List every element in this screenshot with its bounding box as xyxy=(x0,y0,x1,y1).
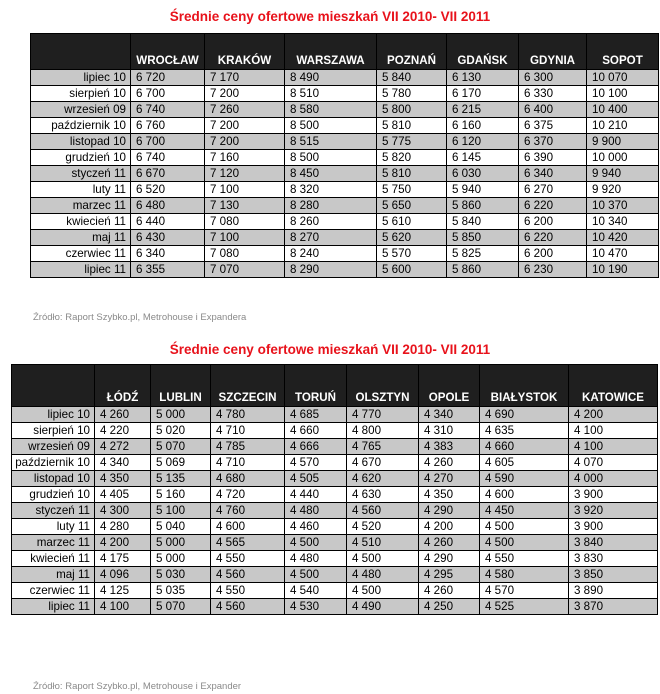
row-month-label: lipiec 11 xyxy=(12,599,95,615)
price-cell: 3 920 xyxy=(569,503,658,519)
price-cell: 5 860 xyxy=(447,198,519,214)
price-cell: 8 290 xyxy=(285,262,377,278)
column-header: LUBLIN xyxy=(151,365,211,407)
price-cell: 3 830 xyxy=(569,551,658,567)
price-cell: 4 290 xyxy=(419,503,480,519)
price-cell: 4 500 xyxy=(285,535,347,551)
table-row xyxy=(12,423,658,439)
price-cell: 5 610 xyxy=(377,214,447,230)
price-cell: 6 300 xyxy=(519,70,587,86)
table1-body xyxy=(31,70,659,278)
row-month-label: październik 10 xyxy=(31,118,131,134)
row-month-label: sierpień 10 xyxy=(12,423,95,439)
price-cell: 4 295 xyxy=(419,567,480,583)
price-cell: 4 100 xyxy=(569,423,658,439)
column-header: SZCZECIN xyxy=(211,365,285,407)
price-cell: 3 850 xyxy=(569,567,658,583)
price-cell: 6 370 xyxy=(519,134,587,150)
price-cell: 4 710 xyxy=(211,423,285,439)
price-cell: 5 940 xyxy=(447,182,519,198)
table-row xyxy=(31,262,659,278)
table-row xyxy=(12,519,658,535)
table-row xyxy=(31,182,659,198)
price-cell: 4 260 xyxy=(419,535,480,551)
price-cell: 4 500 xyxy=(347,551,419,567)
price-cell: 10 420 xyxy=(587,230,659,246)
price-cell: 4 570 xyxy=(480,583,569,599)
price-cell: 5 850 xyxy=(447,230,519,246)
price-cell: 4 510 xyxy=(347,535,419,551)
price-cell: 6 170 xyxy=(447,86,519,102)
table-row xyxy=(31,230,659,246)
price-cell: 6 215 xyxy=(447,102,519,118)
price-cell: 6 440 xyxy=(131,214,205,230)
price-cell: 10 100 xyxy=(587,86,659,102)
column-header: POZNAŃ xyxy=(377,34,447,70)
price-cell: 4 440 xyxy=(285,487,347,503)
price-cell: 5 620 xyxy=(377,230,447,246)
table-row xyxy=(12,583,658,599)
price-cell: 7 260 xyxy=(205,102,285,118)
table-row xyxy=(31,214,659,230)
price-cell: 9 900 xyxy=(587,134,659,150)
price-cell: 6 480 xyxy=(131,198,205,214)
price-cell: 6 220 xyxy=(519,198,587,214)
price-cell: 8 515 xyxy=(285,134,377,150)
price-cell: 4 560 xyxy=(347,503,419,519)
price-cell: 4 550 xyxy=(211,583,285,599)
table-row xyxy=(12,551,658,567)
price-cell: 5 780 xyxy=(377,86,447,102)
price-cell: 7 120 xyxy=(205,166,285,182)
column-header: OPOLE xyxy=(419,365,480,407)
price-cell: 4 800 xyxy=(347,423,419,439)
price-cell: 4 260 xyxy=(419,583,480,599)
table-row xyxy=(12,471,658,487)
price-cell: 5 775 xyxy=(377,134,447,150)
row-month-label: czerwiec 11 xyxy=(31,246,131,262)
price-cell: 6 430 xyxy=(131,230,205,246)
price-cell: 4 220 xyxy=(95,423,151,439)
price-cell: 4 670 xyxy=(347,455,419,471)
row-month-label: maj 11 xyxy=(31,230,131,246)
price-cell: 4 096 xyxy=(95,567,151,583)
price-cell: 5 600 xyxy=(377,262,447,278)
price-cell: 3 900 xyxy=(569,487,658,503)
price-table-2 xyxy=(11,364,658,615)
price-cell: 10 190 xyxy=(587,262,659,278)
table2-title: Średnie ceny ofertowe mieszkań VII 2010- VII 2011 xyxy=(169,342,491,357)
price-cell: 4 405 xyxy=(95,487,151,503)
price-cell: 5 160 xyxy=(151,487,211,503)
table-row xyxy=(12,503,658,519)
price-cell: 8 450 xyxy=(285,166,377,182)
price-cell: 4 480 xyxy=(285,503,347,519)
price-cell: 5 135 xyxy=(151,471,211,487)
price-cell: 7 130 xyxy=(205,198,285,214)
price-cell: 5 040 xyxy=(151,519,211,535)
price-cell: 4 175 xyxy=(95,551,151,567)
price-cell: 4 770 xyxy=(347,407,419,423)
price-cell: 4 280 xyxy=(95,519,151,535)
table-row xyxy=(12,439,658,455)
price-cell: 4 310 xyxy=(419,423,480,439)
price-cell: 4 200 xyxy=(95,535,151,551)
price-cell: 4 530 xyxy=(285,599,347,615)
price-cell: 5 070 xyxy=(151,439,211,455)
table-row xyxy=(31,134,659,150)
price-cell: 5 000 xyxy=(151,535,211,551)
table-row xyxy=(31,166,659,182)
price-cell: 4 540 xyxy=(285,583,347,599)
price-cell: 5 650 xyxy=(377,198,447,214)
price-cell: 6 390 xyxy=(519,150,587,166)
price-cell: 5 030 xyxy=(151,567,211,583)
price-cell: 4 500 xyxy=(347,583,419,599)
price-cell: 4 580 xyxy=(480,567,569,583)
price-cell: 8 270 xyxy=(285,230,377,246)
price-cell: 5 000 xyxy=(151,551,211,567)
table-row xyxy=(12,567,658,583)
price-cell: 6 670 xyxy=(131,166,205,182)
price-cell: 10 210 xyxy=(587,118,659,134)
price-cell: 5 000 xyxy=(151,407,211,423)
price-cell: 4 450 xyxy=(480,503,569,519)
price-cell: 4 340 xyxy=(419,407,480,423)
row-month-label: luty 11 xyxy=(12,519,95,535)
price-cell: 4 290 xyxy=(419,551,480,567)
price-cell: 4 680 xyxy=(211,471,285,487)
price-cell: 8 260 xyxy=(285,214,377,230)
price-cell: 8 320 xyxy=(285,182,377,198)
price-cell: 6 330 xyxy=(519,86,587,102)
price-cell: 4 565 xyxy=(211,535,285,551)
row-month-label: lipiec 10 xyxy=(31,70,131,86)
table-row xyxy=(31,150,659,166)
table1-corner-cell xyxy=(31,34,131,70)
table-row xyxy=(12,455,658,471)
price-cell: 7 080 xyxy=(205,246,285,262)
price-cell: 5 820 xyxy=(377,150,447,166)
price-cell: 8 500 xyxy=(285,150,377,166)
price-cell: 5 840 xyxy=(377,70,447,86)
table-row xyxy=(31,198,659,214)
price-cell: 5 810 xyxy=(377,166,447,182)
row-month-label: lipiec 10 xyxy=(12,407,95,423)
price-cell: 5 750 xyxy=(377,182,447,198)
price-cell: 4 070 xyxy=(569,455,658,471)
price-cell: 4 480 xyxy=(285,551,347,567)
price-cell: 4 630 xyxy=(347,487,419,503)
price-cell: 5 810 xyxy=(377,118,447,134)
price-cell: 4 460 xyxy=(285,519,347,535)
price-cell: 4 340 xyxy=(95,455,151,471)
price-cell: 5 825 xyxy=(447,246,519,262)
table-row xyxy=(12,535,658,551)
price-cell: 4 550 xyxy=(480,551,569,567)
price-cell: 4 550 xyxy=(211,551,285,567)
price-cell: 6 400 xyxy=(519,102,587,118)
price-cell: 5 800 xyxy=(377,102,447,118)
price-cell: 6 355 xyxy=(131,262,205,278)
price-cell: 4 260 xyxy=(419,455,480,471)
column-header: WARSZAWA xyxy=(285,34,377,70)
price-cell: 4 525 xyxy=(480,599,569,615)
price-cell: 4 125 xyxy=(95,583,151,599)
price-cell: 6 340 xyxy=(519,166,587,182)
price-cell: 4 200 xyxy=(569,407,658,423)
column-header: TORUŃ xyxy=(285,365,347,407)
column-header: WROCŁAW xyxy=(131,34,205,70)
price-cell: 6 340 xyxy=(131,246,205,262)
row-month-label: lipiec 11 xyxy=(31,262,131,278)
price-cell: 6 760 xyxy=(131,118,205,134)
price-cell: 6 740 xyxy=(131,150,205,166)
price-cell: 4 635 xyxy=(480,423,569,439)
row-month-label: wrzesień 09 xyxy=(31,102,131,118)
price-cell: 8 490 xyxy=(285,70,377,86)
price-cell: 5 035 xyxy=(151,583,211,599)
price-table-1 xyxy=(30,33,659,278)
price-cell: 4 560 xyxy=(211,567,285,583)
row-month-label: luty 11 xyxy=(31,182,131,198)
table-row xyxy=(12,407,658,423)
price-cell: 4 760 xyxy=(211,503,285,519)
price-cell: 4 690 xyxy=(480,407,569,423)
price-cell: 4 260 xyxy=(95,407,151,423)
price-cell: 4 600 xyxy=(480,487,569,503)
price-cell: 7 170 xyxy=(205,70,285,86)
price-cell: 6 160 xyxy=(447,118,519,134)
price-cell: 4 720 xyxy=(211,487,285,503)
price-cell: 8 280 xyxy=(285,198,377,214)
price-cell: 8 510 xyxy=(285,86,377,102)
price-cell: 6 720 xyxy=(131,70,205,86)
column-header: SOPOT xyxy=(587,34,659,70)
price-cell: 4 505 xyxy=(285,471,347,487)
price-cell: 6 270 xyxy=(519,182,587,198)
price-cell: 4 490 xyxy=(347,599,419,615)
price-cell: 4 480 xyxy=(347,567,419,583)
column-header: OLSZTYN xyxy=(347,365,419,407)
table-row xyxy=(31,102,659,118)
table1-source: Źródło: Raport Szybko.pl, Metrohouse i Expandera xyxy=(33,312,247,323)
price-cell: 6 740 xyxy=(131,102,205,118)
column-header: GDYNIA xyxy=(519,34,587,70)
price-cell: 7 200 xyxy=(205,86,285,102)
row-month-label: marzec 11 xyxy=(31,198,131,214)
price-cell: 4 350 xyxy=(95,471,151,487)
price-cell: 4 560 xyxy=(211,599,285,615)
price-cell: 10 400 xyxy=(587,102,659,118)
column-header: BIAŁYSTOK xyxy=(480,365,569,407)
table1-header-row xyxy=(31,34,659,70)
price-cell: 10 000 xyxy=(587,150,659,166)
price-cell: 5 069 xyxy=(151,455,211,471)
price-cell: 4 570 xyxy=(285,455,347,471)
price-cell: 5 570 xyxy=(377,246,447,262)
row-month-label: grudzień 10 xyxy=(12,487,95,503)
price-cell: 6 130 xyxy=(447,70,519,86)
table-row xyxy=(31,246,659,262)
row-month-label: styczeń 11 xyxy=(12,503,95,519)
price-cell: 10 070 xyxy=(587,70,659,86)
price-cell: 5 070 xyxy=(151,599,211,615)
price-cell: 8 580 xyxy=(285,102,377,118)
row-month-label: marzec 11 xyxy=(12,535,95,551)
price-cell: 4 500 xyxy=(480,535,569,551)
price-cell: 4 000 xyxy=(569,471,658,487)
row-month-label: sierpień 10 xyxy=(31,86,131,102)
price-cell: 4 785 xyxy=(211,439,285,455)
price-cell: 7 070 xyxy=(205,262,285,278)
price-cell: 4 200 xyxy=(419,519,480,535)
table2-corner-cell xyxy=(12,365,95,407)
price-cell: 3 870 xyxy=(569,599,658,615)
row-month-label: listopad 10 xyxy=(31,134,131,150)
price-cell: 4 765 xyxy=(347,439,419,455)
price-cell: 4 600 xyxy=(211,519,285,535)
price-cell: 6 200 xyxy=(519,246,587,262)
price-cell: 4 685 xyxy=(285,407,347,423)
table-row xyxy=(12,599,658,615)
row-month-label: listopad 10 xyxy=(12,471,95,487)
price-cell: 4 300 xyxy=(95,503,151,519)
price-cell: 4 620 xyxy=(347,471,419,487)
price-cell: 7 080 xyxy=(205,214,285,230)
table2-header-row xyxy=(12,365,658,407)
price-cell: 4 605 xyxy=(480,455,569,471)
column-header: KATOWICE xyxy=(569,365,658,407)
price-cell: 4 660 xyxy=(480,439,569,455)
row-month-label: styczeń 11 xyxy=(31,166,131,182)
price-cell: 7 200 xyxy=(205,118,285,134)
price-cell: 4 350 xyxy=(419,487,480,503)
price-cell: 3 890 xyxy=(569,583,658,599)
price-cell: 10 370 xyxy=(587,198,659,214)
price-cell: 4 500 xyxy=(285,567,347,583)
price-cell: 7 200 xyxy=(205,134,285,150)
row-month-label: październik 10 xyxy=(12,455,95,471)
price-cell: 6 030 xyxy=(447,166,519,182)
row-month-label: grudzień 10 xyxy=(31,150,131,166)
column-header: GDAŃSK xyxy=(447,34,519,70)
price-cell: 5 100 xyxy=(151,503,211,519)
table-row xyxy=(31,86,659,102)
price-cell: 6 200 xyxy=(519,214,587,230)
price-cell: 7 160 xyxy=(205,150,285,166)
price-cell: 4 666 xyxy=(285,439,347,455)
price-cell: 4 710 xyxy=(211,455,285,471)
price-cell: 8 500 xyxy=(285,118,377,134)
price-cell: 4 250 xyxy=(419,599,480,615)
price-cell: 4 660 xyxy=(285,423,347,439)
row-month-label: kwiecień 11 xyxy=(12,551,95,567)
row-month-label: czerwiec 11 xyxy=(12,583,95,599)
row-month-label: kwiecień 11 xyxy=(31,214,131,230)
column-header: KRAKÓW xyxy=(205,34,285,70)
price-cell: 6 375 xyxy=(519,118,587,134)
price-cell: 7 100 xyxy=(205,230,285,246)
price-cell: 3 840 xyxy=(569,535,658,551)
price-cell: 6 700 xyxy=(131,134,205,150)
price-cell: 3 900 xyxy=(569,519,658,535)
table-row xyxy=(31,70,659,86)
price-cell: 4 780 xyxy=(211,407,285,423)
table2-source: Źródło: Raport Szybko.pl, Metrohouse i Expander xyxy=(33,681,242,692)
price-cell: 6 120 xyxy=(447,134,519,150)
table2-body xyxy=(12,407,658,615)
row-month-label: maj 11 xyxy=(12,567,95,583)
price-cell: 4 100 xyxy=(569,439,658,455)
price-cell: 4 500 xyxy=(480,519,569,535)
price-cell: 6 520 xyxy=(131,182,205,198)
price-cell: 4 590 xyxy=(480,471,569,487)
price-cell: 6 145 xyxy=(447,150,519,166)
table-row xyxy=(12,487,658,503)
table-row xyxy=(31,118,659,134)
price-cell: 5 020 xyxy=(151,423,211,439)
row-month-label: wrzesień 09 xyxy=(12,439,95,455)
price-cell: 10 470 xyxy=(587,246,659,262)
price-cell: 6 700 xyxy=(131,86,205,102)
price-cell: 4 272 xyxy=(95,439,151,455)
price-cell: 9 920 xyxy=(587,182,659,198)
price-cell: 5 840 xyxy=(447,214,519,230)
price-cell: 9 940 xyxy=(587,166,659,182)
price-cell: 4 100 xyxy=(95,599,151,615)
price-cell: 10 340 xyxy=(587,214,659,230)
price-cell: 4 520 xyxy=(347,519,419,535)
price-cell: 6 220 xyxy=(519,230,587,246)
price-cell: 4 270 xyxy=(419,471,480,487)
price-cell: 4 383 xyxy=(419,439,480,455)
price-cell: 5 860 xyxy=(447,262,519,278)
column-header: ŁÓDŹ xyxy=(95,365,151,407)
price-cell: 6 230 xyxy=(519,262,587,278)
price-cell: 8 240 xyxy=(285,246,377,262)
price-cell: 7 100 xyxy=(205,182,285,198)
table1-title: Średnie ceny ofertowe mieszkań VII 2010- VII 2011 xyxy=(169,9,491,24)
